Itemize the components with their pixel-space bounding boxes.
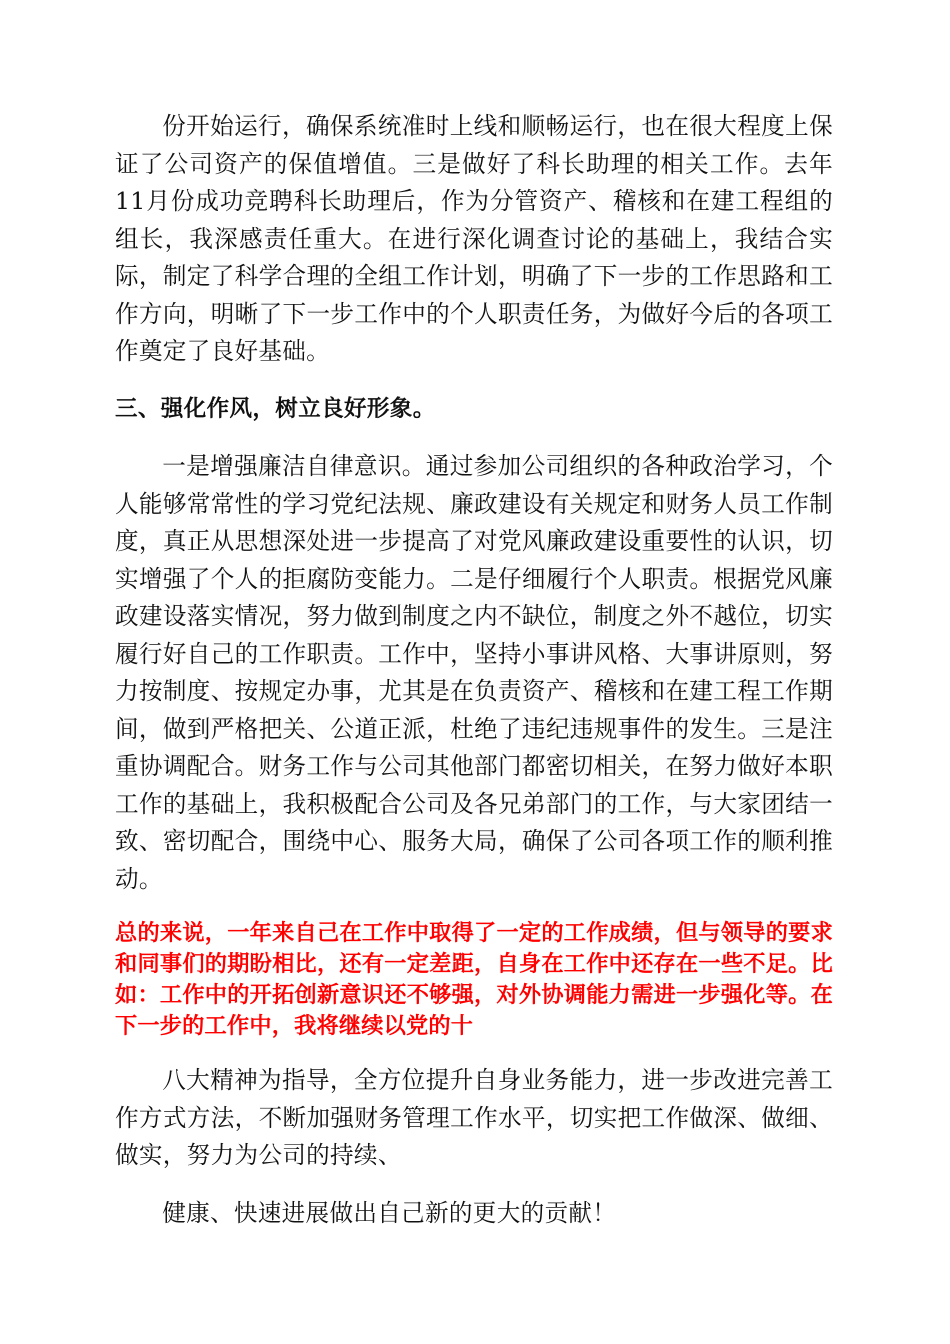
paragraph-closing: 健康、快速进展做出自己新的更大的贡献！ [162,1198,617,1227]
section-heading-three: 三、强化作风，树立良好形象。 [115,395,436,422]
paragraph-work-style: 一是增强廉洁自律意识。通过参加公司组织的各种政治学习，个人能够常常性的学习党纪法规、廉政建设有关规定和财务人员工作制度，真正从思想深处进一步提高了对党风廉政建设重要性的认识，切实增强了个人的拒腐防变能力。二是仔细履行个人职责。根据党风廉政建设落实情况，努力做到制度之内不缺位，制度之外不越位，切实履行好自己的工作职责。工作中，坚持小事讲风格、大事讲原则，努力按制度、按规定办事，尤其是在负责资产、稽核和在建工程工作期间，做到严格把关、公道正派，杜绝了违纪违规事件的发生。三是注重协调配合。财务工作与公司其他部门都密切相关，在努力做好本职工作的基础上，我积极配合公司及各兄弟部门的工作，与大家团结一致、密切配合，围绕中心、服务大局，确保了公司各项工作的顺利推动。 [115,452,833,893]
document-page [115,108,833,1232]
paragraph-next-steps: 八大精神为指导，全方位提升自身业务能力，进一步改进完善工作方式方法，不断加强财务管理工作水平，切实把工作做深、做细、做实，努力为公司的持续、 [115,1066,833,1169]
paragraph-work-summary: 份开始运行，确保系统准时上线和顺畅运行，也在很大程度上保证了公司资产的保值增值。三是做好了科长助理的相关工作。去年11月份成功竞聘科长助理后，作为分管资产、稽核和在建工程组的组长，我深感责任重大。在进行深化调查讨论的基础上，我结合实际，制定了科学合理的全组工作计划，明确了下一步的工作思路和工作方向，明晰了下一步工作中的个人职责任务，为做好今后的各项工作奠定了良好基础。 [115,112,833,365]
summary-highlight: 总的来说，一年来自己在工作中取得了一定的工作成绩，但与领导的要求和同事们的期盼相比，还有一定差距，自身在工作中还存在一些不足。比如：工作中的开拓创新意识还不够强，对外协调能力需进一步强化等。在下一步的工作中，我将继续以党的十 [115,920,833,1039]
